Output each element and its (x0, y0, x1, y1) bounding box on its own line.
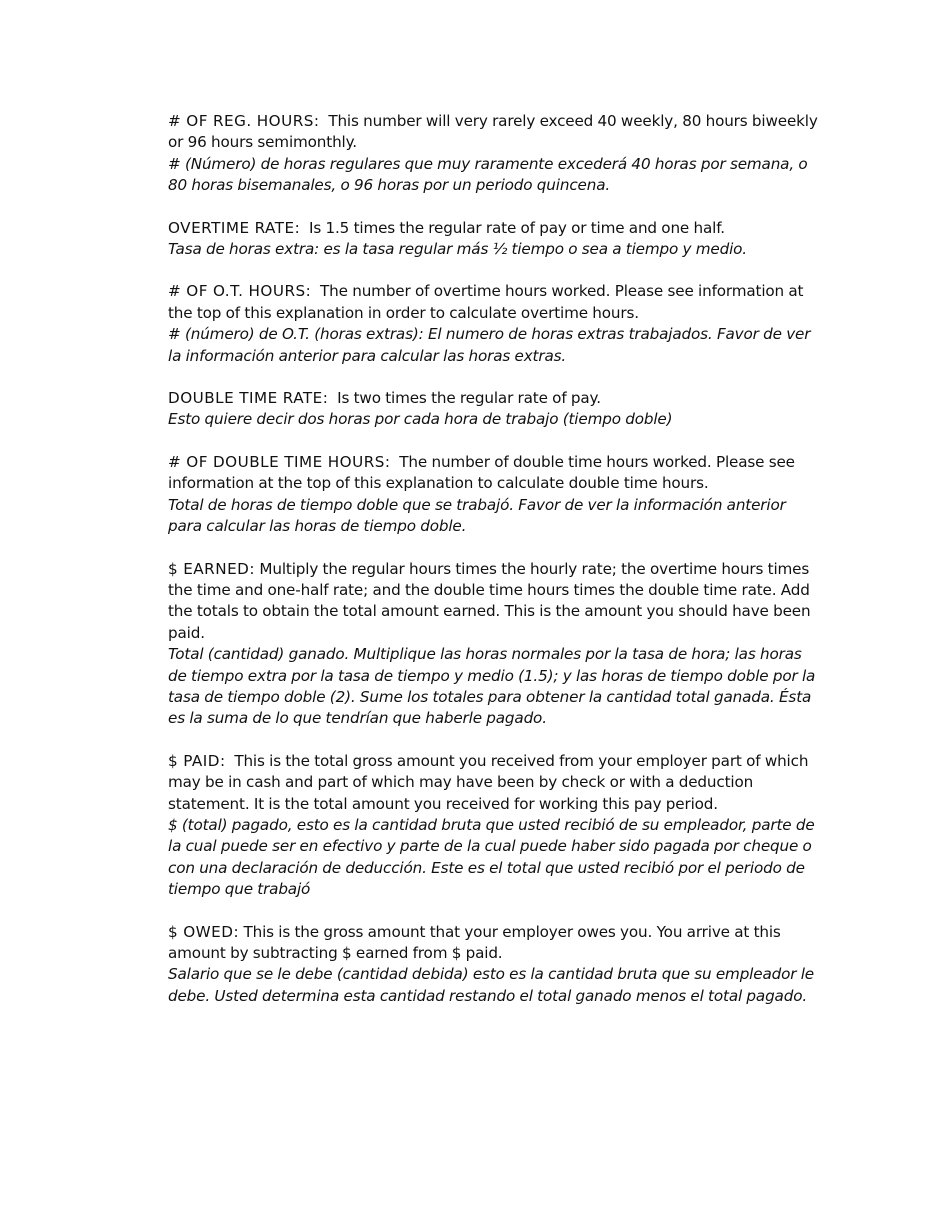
entry-label: # OF REG. HOURS: (168, 112, 320, 130)
entry-label: $ PAID: (168, 751, 226, 770)
document-body (168, 111, 818, 1028)
entry-english-text (168, 751, 818, 815)
entry-double-time-rate (168, 388, 818, 431)
entry-spanish-text: Total (cantidad) ganado. Multiplique las horas normales por la tasa de hora; las horas de tiempo extra por la tasa de tiempo y medio (1.5); y las horas de tiempo doble por la tasa de tiempo doble (2). Sume los totales para obtener la cantidad total ganada. Ésta es la suma de lo que tendrían que haberle pagado. (168, 645, 816, 728)
entry-description: Is two times the regular rate of pay. (337, 389, 601, 408)
entry-earned (168, 559, 818, 730)
entry-english-text (168, 388, 818, 409)
entry-double-time-hours (168, 452, 818, 538)
entry-english-text (168, 218, 818, 239)
entry-label: $ EARNED: (168, 559, 255, 578)
entry-label: # OF O.T. HOURS: (168, 282, 312, 301)
entry-overtime-rate (168, 218, 818, 261)
entry-owed (168, 922, 818, 1008)
entry-description: The number of overtime hours worked. Please see information at the top of this explanation in order to calculate overtime hours. (168, 282, 804, 322)
entry-spanish-text: Total de horas de tiempo doble que se trabajó. Favor de ver la información anterior para calcular las horas de tiempo doble. (168, 495, 786, 536)
entry-description: This is the gross amount that your employer owes you. You arrive at this amount by subtracting $ earned from $ paid. (168, 922, 781, 962)
entry-description: This is the total gross amount you received from your employer part of which may be in cash and part of which may have been by check or with a deduction statement. It is the total amount you received for working this pay period. (168, 751, 809, 813)
entry-english-text (168, 281, 818, 324)
entry-spanish-text: Salario que se le debe (cantidad debida) esto es la cantidad bruta que su empleador le debe. Usted determina esta cantidad restando el total ganado menos el total pagado. (168, 965, 814, 1005)
entry-ot-hours (168, 281, 818, 367)
entry-english-text (168, 922, 818, 965)
entry-label: $ OWED: (168, 922, 240, 941)
entry-spanish-text: $ (total) pagado, esto es la cantidad bruta que usted recibió de su empleador, parte de la cual puede ser en efectivo y parte de la cual puede haber sido pagada por cheque o con una declaración de deducción. Este es el total que usted recibió por el periodo de tiempo que trabajó (168, 815, 815, 899)
entry-description: Is 1.5 times the regular rate of pay or time and one half. (309, 218, 725, 237)
entry-english-text (168, 111, 818, 154)
entry-description: Multiply the regular hours times the hourly rate; the overtime hours times the time and one-half rate; and the double time hours times the double time rate. Add the totals to obtain the total amount earned. This is the amount you should have been paid. (168, 559, 811, 642)
entry-reg-hours (168, 111, 818, 197)
entry-spanish-text: Tasa de horas extra: es la tasa regular más ½ tiempo o sea a tiempo y medio. (168, 240, 747, 259)
entry-spanish-text: Esto quiere decir dos horas por cada hora de trabajo (tiempo doble) (168, 410, 673, 429)
entry-paid (168, 751, 818, 901)
entry-description: The number of double time hours worked. Please see information at the top of this explanation to calculate double time hours. (168, 452, 795, 493)
entry-spanish-text: # (Número) de horas regulares que muy raramente excederá 40 horas por semana, o 80 horas bisemanales, o 96 horas por un periodo quincena. (168, 154, 808, 195)
entry-english-text (168, 452, 818, 495)
entry-label: # OF DOUBLE TIME HOURS: (168, 452, 391, 471)
entry-label: DOUBLE TIME RATE: (168, 389, 329, 408)
entry-description: This number will very rarely exceed 40 weekly, 80 hours biweekly or 96 hours semimonthly. (168, 112, 818, 152)
entry-spanish-text: # (número) de O.T. (horas extras): El numero de horas extras trabajados. Favor de ver la información anterior para calcular las horas extras. (168, 325, 811, 365)
entry-english-text (168, 559, 818, 645)
entry-label: OVERTIME RATE: (168, 218, 301, 237)
